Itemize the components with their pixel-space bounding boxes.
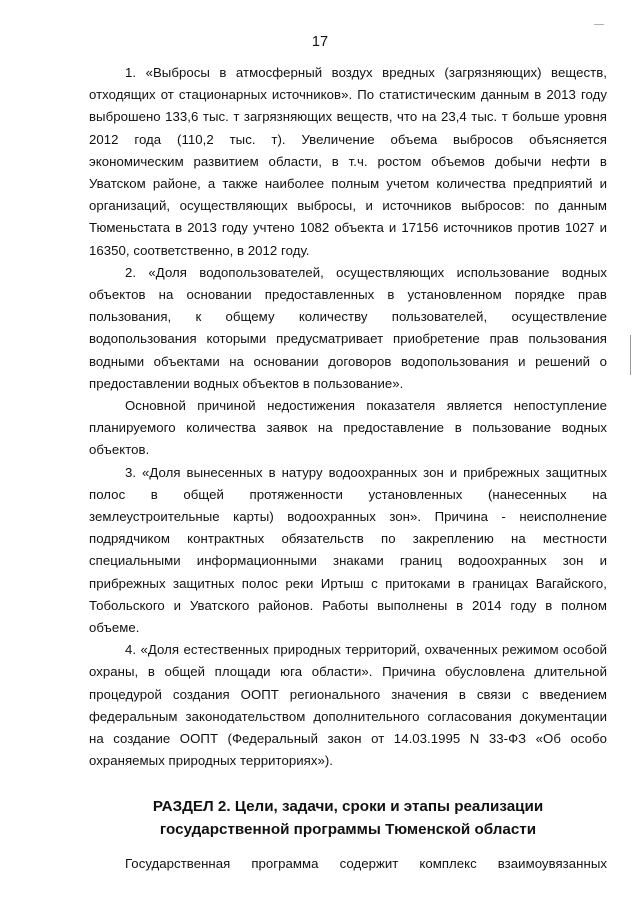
- scan-artifact-line: [630, 335, 631, 375]
- paragraph-water-users-reason: Основной причиной недостижения показателя является непоступление планируемого количества заявок на предоставление в пользование водных объектов.: [89, 398, 607, 458]
- page-number: 17: [311, 34, 329, 50]
- section-heading: [89, 795, 607, 841]
- scan-artifact-mark: [594, 24, 604, 25]
- paragraph-protected-territories: 4. «Доля естественных природных территорий, охваченных режимом особой охраны, в общей площади юга области». Причина обусловлена длительной процедурой создания ООПТ регионального значения в связи с введением федеральным законодательством дополнительного согласования документации на создание ООПТ (Федеральный закон от 14.03.1995 N 33-ФЗ «Об особо охраняемых природных территориях»).: [89, 642, 607, 769]
- section-heading-line-1: РАЗДЕЛ 2. Цели, задачи, сроки и этапы реализации: [152, 797, 544, 815]
- paragraph-emissions: 1. «Выбросы в атмосферный воздух вредных (загрязняющих) веществ, отходящих от стационарных источников». По статистическим данным в 2013 году выброшено 133,6 тыс. т загрязняющих веществ, что на 23,4 тыс. т больше уровня 2012 года (110,2 тыс. т). Увеличение объема выбросов объясняется экономическим развитием области, в т.ч. ростом объемов добычи нефти в Уватском районе, а также наиболее полным учетом количества предприятий и организаций, осуществляющих выбросы, и источников выбросов: по данным Тюменьстата в 2013 году учтено 1082 объекта и 17156 источников против 1027 и 16350, соответственно, в 2012 году.: [89, 65, 607, 258]
- paragraph-program-intro: Государственная программа содержит комплекс взаимоувязанных: [125, 855, 607, 871]
- paragraph-water-users-share: 2. «Доля водопользователей, осуществляющих использование водных объектов на основании предоставленных в установленном порядке прав пользования, к общему количеству пользователей, осуществление водопользования которыми предусматривает приобретение прав пользования водными объектами на основании договоров водопользования и решений о предоставлении водных объектов в пользование».: [89, 264, 607, 391]
- paragraph-water-protection-zones: 3. «Доля вынесенных в натуру водоохранных зон и прибрежных защитных полос в общей протяженности установленных (нанесенных на землеустроительные карты) водоохранных зон». Причина - неисполнение подрядчиком контрактных обязательств по закреплению на местности специальными информационными знаками границ водоохранных зон и прибрежных защитных полос реки Иртыш с притоками в границах Вагайского, Тобольского и Уватского районов. Работы выполнены в 2014 году в полном объеме.: [89, 464, 607, 636]
- page-body: [89, 62, 607, 875]
- section-heading-line-2: государственной программы Тюменской области: [159, 820, 537, 838]
